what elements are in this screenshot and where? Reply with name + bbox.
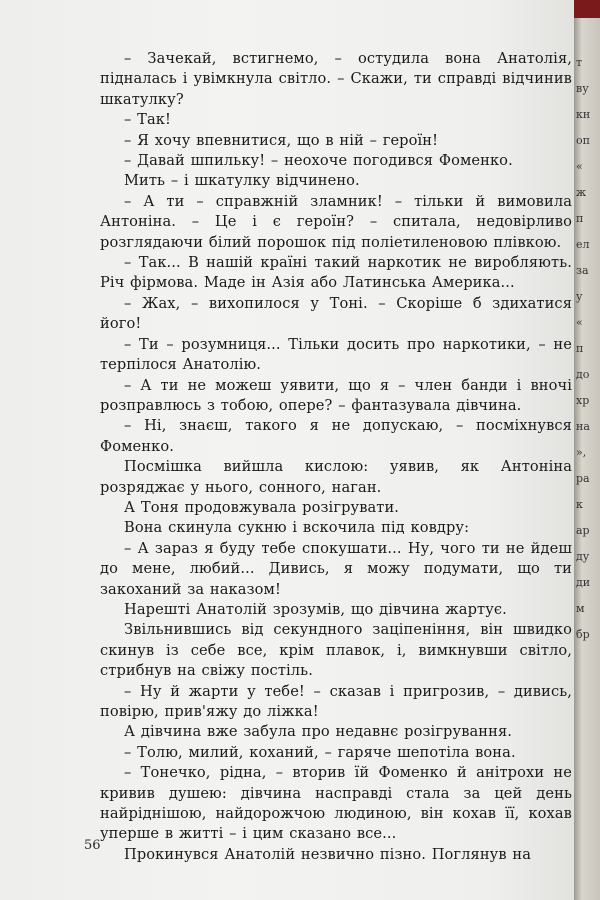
paragraph: – Я хочу впевнитися, що в ній – героїн! [124,131,439,149]
paragraph: – Так! [124,111,171,129]
paragraph: Нарешті Анатолій зрозумів, що дівчина жартує. [124,600,507,618]
next-page-fragment: т [576,56,583,69]
paragraph: – Ти – розумниця... Тільки досить про наркотики, – не терпілося Анатолію. [100,335,572,374]
next-page-fragment: ву [576,82,589,95]
next-page-fragments [576,50,598,648]
next-page-fragment: у [576,290,583,303]
next-page-fragment: за [576,264,589,277]
paragraph: – А зараз я буду тебе спокушати... Ну, чого ти не йдеш до мене, любий... Дивись, я можу подумати, що ти закоханий за наказом! [100,539,572,598]
paragraph: А дівчина вже забула про недавнє розігрування. [124,723,513,741]
paragraph: – Жах, – вихопилося у Тоні. – Скоріше б здихатися його! [100,294,572,333]
paragraph: – Так... В нашій країні такий наркотик не виробляють. Річ фірмова. Маде ін Азія або Латинська Америка... [100,254,572,292]
paragraph: – Зачекай, встигнемо, – остудила вона Анатолія, підналась і увімкнула світло. – Скажи, ти справді відчинив шкатулку? [100,50,572,108]
paragraph: Посмішка вийшла кислою: уявив, як Антоніна розряджає у нього, сонного, наган. [100,458,572,496]
next-page-edge [574,0,600,900]
paragraph: – Толю, милий, коханий, – гаряче шепотіла вона. [124,743,516,761]
next-page-fragment: ди [576,576,591,589]
page-number: 56 [84,838,101,853]
paragraph: – Ну й жарти у тебе! – сказав і пригрозив, – дивись, повірю, прив'яжу до ліжка! [100,682,572,720]
next-page-fragment: м [576,602,585,615]
next-page-fragment: п [576,212,584,225]
bookmark-ribbon [574,0,600,18]
paragraph: Звільнившись від секундного заціпеніння, він швидко скинув із себе все, крім плавок, і, вимкнувши світло, стрибнув на свіжу постіль. [100,621,572,680]
next-page-fragment: ра [576,472,590,485]
next-page-fragment: ел [576,238,590,251]
next-page-fragment: до [576,368,590,381]
next-page-fragment: « [576,316,583,329]
next-page-fragment: п [576,342,584,355]
next-page-fragment: « [576,160,583,173]
paragraph: Мить – і шкатулку відчинено. [124,172,360,190]
next-page-fragment: оп [576,134,590,147]
next-page-fragment: ду [576,550,590,563]
next-page-fragment: ж [576,186,587,199]
next-page-fragment: », [576,446,587,459]
paragraph: – Ні, знаєш, такого я не допускаю, – посміхнувся Фоменко. [100,417,572,455]
paragraph: Вона скинула сукню і вскочила під ковдру: [124,519,470,537]
next-page-fragment: ар [576,524,590,537]
paragraph: – Тонечко, рідна, – вторив їй Фоменко й анітрохи не кривив душею: дівчина насправді стала за цей день найріднішою, найдорожчою людиною, він кохав її, кохав уперше в житті – і цим сказано все... [100,764,572,843]
paragraph: – Давай шпильку! – неохоче погодився Фоменко. [124,152,513,170]
next-page-fragment: хр [576,394,590,407]
next-page-fragment: на [576,420,590,433]
paragraph: – А ти не можеш уявити, що я – член банди і вночі розправлюсь з тобою, опере? – фантазувала дівчина. [100,376,572,414]
paragraph: А Тоня продовжувала розігрувати. [124,498,400,516]
next-page-fragment: бр [576,628,590,641]
next-page-fragment: кн [576,108,591,121]
paragraph: – А ти – справжній зламник! – тільки й вимовила Антоніна. – Це і є героїн? – спитала, недовірливо розглядаючи білий порошок під поліетиленовою плівкою. [100,192,572,251]
page-body-text [100,49,572,865]
paragraph: Прокинувся Анатолій незвично пізно. Поглянув на [124,845,532,863]
next-page-fragment: к [576,498,583,511]
